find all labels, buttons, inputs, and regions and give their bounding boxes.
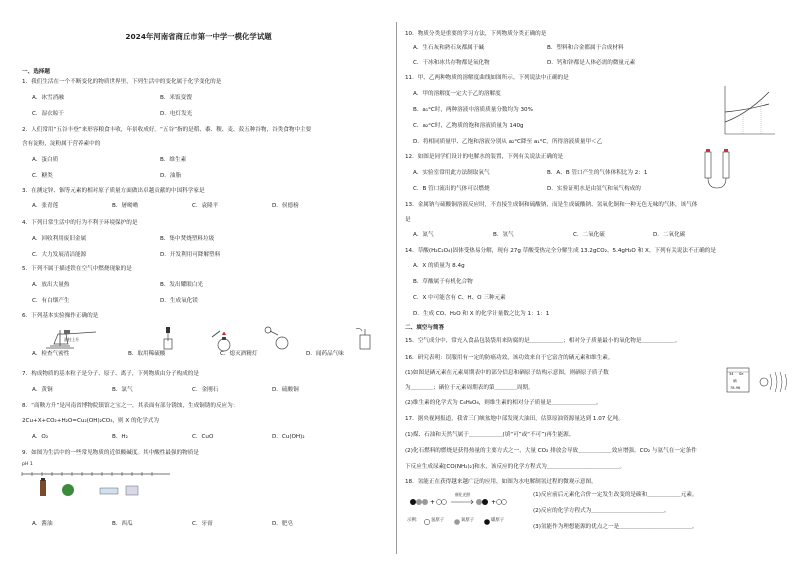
q9-stem: 9．如图为生活中的一些常见物质的近似酸碱度。其中酸性最强的物质是	[22, 450, 199, 456]
lamp-blowing-figure	[258, 325, 298, 351]
q8-option-a[interactable]: A．O₂	[32, 434, 49, 440]
q14-option-c[interactable]: C．X 中可能含有 C、H、O 三种元素	[413, 295, 506, 301]
airtightness-apparatus-figure	[40, 326, 120, 350]
q7-option-a[interactable]: A．黄铜	[32, 387, 53, 393]
q3-option-c[interactable]: C．袁隆平	[192, 203, 219, 209]
q12-option-c[interactable]: C．B 管口流出的气体可以燃烧	[413, 186, 490, 192]
q16-part-1b: 为＿＿＿＿；硒位于元素周期表的第＿＿＿＿周期。	[405, 385, 534, 391]
section-heading: 二、填空与简答	[405, 325, 445, 331]
q13-option-b[interactable]: B．氢气	[493, 232, 514, 238]
q4-stem: 4．下列日常生活中的行为不利于环境保护的是	[22, 220, 138, 226]
q13-option-d[interactable]: D．二氧化碳	[653, 232, 686, 238]
q16-stem: 16．研究表明：误服用有一定的防癌功效，该功效来自于它富含的硒元素和维生素。	[405, 355, 614, 361]
q17-stem: 17．据央视网报道，我省三门峡盆地中部发现大油田，估算原油资源量达到 1.07 亿吨。	[405, 416, 624, 422]
solubility-curve-figure	[717, 82, 779, 140]
q8-option-c[interactable]: C．CuO	[192, 434, 214, 440]
q10-option-a[interactable]: A．生石灰和熟石灰都属于碱	[413, 45, 484, 51]
q17-part-2: (2)化石燃料的燃烧是获得热量的主要方式之一，大量 CO₂ 排放会导致＿＿＿＿＿＿效应增强。CO₂ 与氨气在一定条件	[405, 448, 697, 454]
q7-option-b[interactable]: B．氯气	[112, 387, 133, 393]
ph-scale-figure	[22, 470, 172, 504]
q1-option-b[interactable]: B．米饭变馊	[160, 95, 192, 101]
smell-bottle-figure	[352, 325, 378, 351]
q7-stem: 7．构成物质的基本粒子是分子、原子、离子，下列物质由分子构成的是	[22, 371, 199, 377]
q12-option-d[interactable]: D．实验证明水是由氢气和氧气构成的	[547, 186, 641, 192]
q6-option-a[interactable]: A．检查气密性	[32, 351, 70, 357]
q6-option-d[interactable]: D．闻药品气味	[306, 351, 344, 357]
svg-text:+: +	[430, 499, 436, 506]
q10-option-d[interactable]: D．钙和锌都是人体必需的微量元素	[547, 60, 636, 66]
page-title: 2024年河南省商丘市第一中学一模化学试题	[125, 32, 272, 41]
q14-option-b[interactable]: B．草酸属于有机化合物	[413, 279, 473, 285]
q1-option-c[interactable]: C．湿衣晾干	[32, 111, 64, 117]
q14-option-a[interactable]: A．X 的质量为 8.4g	[413, 263, 465, 269]
element-symbol: Se	[739, 372, 744, 376]
q5-option-c[interactable]: C．有白烟产生	[32, 298, 70, 304]
oxygen-atom-icon	[453, 518, 461, 526]
q13-stem-1: 13．金属钠与硫酸铜溶液反应时，不直接生成铜和硫酸钠，而是生成硫酸钠、氢氧化铜和一种无色无味的气体，该气体	[405, 202, 698, 208]
q5-stem: 5．下列不属于描述铁在空气中燃烧现象的是	[22, 266, 132, 272]
svg-text:+: +	[491, 499, 497, 506]
q8-stem-1: 8．“商鞅方升”是河南省博物院镇馆之宝之一，其表面有部分锈蚀，生成铜锈的反应为：	[22, 403, 239, 409]
section-heading: 一、选择题	[22, 69, 50, 75]
legend-hydrogen: 氢原子	[431, 518, 445, 523]
dropper-tube-figure	[148, 325, 188, 351]
q12-option-a[interactable]: A．实验室常用此方法制取氧气	[413, 170, 490, 176]
q4-option-c[interactable]: C．大力发展清洁能源	[32, 252, 87, 258]
q14-option-d[interactable]: D．生成 CO、H₂O 和 X 的化学计量数之比为 1：1：1	[413, 311, 550, 317]
q4-option-d[interactable]: D．开发利用可降解塑料	[160, 252, 221, 258]
selenium-element-box	[725, 366, 753, 396]
q12-stem: 12．如图是同学们设计的电解水的装置，下列有关说法正确的是	[405, 154, 564, 160]
alcohol-lamp-figure	[202, 325, 244, 351]
q8-option-d[interactable]: D．Cu(OH)₂	[272, 434, 305, 440]
carbon-atom-icon	[483, 518, 491, 526]
q11-option-a[interactable]: A．甲的溶解度一定大于乙的溶解度	[413, 91, 501, 97]
legend-oxygen: 氧原子	[461, 518, 475, 523]
q6-option-b[interactable]: B．取用稀硫酸	[128, 351, 166, 357]
q11-option-c[interactable]: C．a₂°C时，乙物质的饱和溶液质量为 140g	[413, 123, 524, 129]
right-column	[397, 0, 794, 562]
reaction-condition: 催化光照	[455, 492, 471, 497]
q2-option-c[interactable]: C．糖类	[32, 173, 53, 179]
q13-option-c[interactable]: C．二氧化硫	[573, 232, 605, 238]
q7-option-d[interactable]: D．硫酸铜	[272, 387, 299, 393]
q9-option-d[interactable]: D．肥皂	[272, 521, 294, 527]
q13-stem-2: 是	[405, 217, 411, 223]
q1-option-a[interactable]: A．冰雪消融	[32, 95, 64, 101]
q5-option-b[interactable]: B．发出耀眼白光	[160, 282, 203, 288]
q18-part-3: (3)氢能作为理想能源的优点之一是＿＿＿＿＿＿＿＿＿＿＿＿＿。	[533, 524, 698, 530]
legend-label: 示例：	[407, 518, 421, 523]
q1-stem: 1．我们生活在一个不断变化的物质世界里，下列生活中的变化属于化学变化的是	[22, 79, 222, 85]
q9-option-c[interactable]: C．牙膏	[192, 521, 213, 527]
q11-option-d[interactable]: D．将相同质量甲、乙饱和溶液分别从 a₂°C降至 a₁°C，所得溶液质量甲＜乙	[413, 139, 603, 145]
q4-option-b[interactable]: B．集中焚烧塑料垃圾	[160, 236, 215, 242]
q16-part-2: (2)维生素的化学式为 C₆H₈O₆，则维生素的相对分子质量是＿＿＿＿＿＿＿＿。	[405, 400, 602, 406]
q10-option-b[interactable]: B．塑料和合金都属于合成材料	[547, 45, 624, 51]
atom-structure-figure	[757, 368, 789, 396]
q9-option-b[interactable]: B．西瓜	[112, 521, 133, 527]
q15-text: 15．空气成分中，常充入食品包装袋用来防腐的是＿＿＿＿＿＿；相对分子质量最小的氧化物是＿＿＿＿＿＿。	[405, 338, 681, 344]
q2-option-b[interactable]: B．维生素	[160, 157, 187, 163]
q7-option-c[interactable]: C．金刚石	[192, 387, 219, 393]
q3-option-d[interactable]: D．侯德榜	[272, 203, 299, 209]
ph-axis-label: pH 1	[22, 462, 33, 467]
q1-option-d[interactable]: D．电灯发光	[160, 111, 193, 117]
q2-option-d[interactable]: D．油脂	[160, 173, 182, 179]
q18-part-2: (2)反应的化学方程式为＿＿＿＿＿＿＿＿＿＿＿＿＿。	[533, 508, 670, 514]
figure-caption: 液柱上升	[64, 337, 80, 342]
q11-option-b[interactable]: B．a₁°C时，两种溶液中溶质质量分数均为 30%	[413, 107, 533, 113]
q9-option-a[interactable]: A．酱油	[32, 521, 53, 527]
hydrogen-atom-icon	[423, 518, 431, 526]
q14-stem: 14．草酸(H₂C₂O₄)固体受热易分解，现有 27g 草酸受热完全分解生成 13.2gCO₂、5.4gH₂O 和 X。下列有关说法不正确的是	[405, 248, 716, 254]
q11-stem: 11．甲、乙两种物质的溶解度曲线如图所示。下列说法中正确的是	[405, 75, 569, 81]
q16-part-1: (1)如图是硒元素在元素周期表中的部分信息和硒原子结构示意图，则硒原子质子数	[405, 370, 609, 376]
q2-option-a[interactable]: A．蛋白质	[32, 157, 59, 163]
q8-option-b[interactable]: B．H₂	[112, 434, 128, 440]
element-mass: 78.96	[730, 386, 741, 390]
q2-stem-1: 2．人们常用“五谷丰登”来形容粮食丰收，年景收成好。“五谷”指的是稻、黍、稷、麦、菽五种谷物，谷类食物中主要	[22, 127, 312, 133]
q6-option-c[interactable]: C．熄灭酒精灯	[220, 351, 258, 357]
electrolysis-apparatus-figure	[695, 146, 739, 190]
q12-option-b[interactable]: B．A、B 管口产生的气体体积比为 2：1	[547, 170, 648, 176]
q13-option-a[interactable]: A．氮气	[413, 232, 434, 238]
q18-stem: 18．氢能正在获得越来越广泛的应用，如图为水电解制氢过程的微观示意图。	[405, 479, 597, 485]
q17-part-1: (1)煤、石油和天然气属于＿＿＿＿＿＿(填“可”或“不可”)再生能源。	[405, 432, 575, 438]
element-name: 硒	[733, 379, 737, 383]
q18-part-1: (1)反应前后元素化合价一定发生改变的是碳和＿＿＿＿＿＿元素。	[533, 492, 698, 498]
q17-part-2b: 下反应生成尿素[CO(NH₂)₂]和水，该反应的化学方程式为＿＿＿＿＿＿＿＿＿＿＿＿＿。	[405, 464, 626, 470]
q4-option-a[interactable]: A．回收利用废旧金属	[32, 236, 87, 242]
q5-option-d[interactable]: D．生成氧化镁	[160, 298, 198, 304]
q3-option-b[interactable]: B．屠呦呦	[112, 203, 139, 209]
q2-stem-2: 含有淀粉，淀粉属于营养素中的	[22, 141, 101, 147]
q5-option-a[interactable]: A．放出大量热	[32, 282, 70, 288]
legend-carbon: 碳原子	[491, 518, 505, 523]
q3-stem: 3．在测定锌、铟等元素的相对原子质量方面做出卓越贡献的中国科学家是	[22, 188, 205, 194]
q8-stem-2: 2Cu+X+CO₂+H₂O=Cu₂(OH)₂CO₃，则 X 的化学式为	[22, 418, 159, 424]
element-number: 34	[729, 372, 734, 376]
q10-stem: 10．物质分类是重要的学习方法，下列物质分类正确的是	[405, 31, 547, 37]
q10-option-c[interactable]: C．干冰和冰共存物都是氧化物	[413, 60, 490, 66]
q3-option-a[interactable]: A．张青莲	[32, 203, 59, 209]
q6-stem: 6．下列基本实验操作正确的是	[22, 313, 99, 319]
